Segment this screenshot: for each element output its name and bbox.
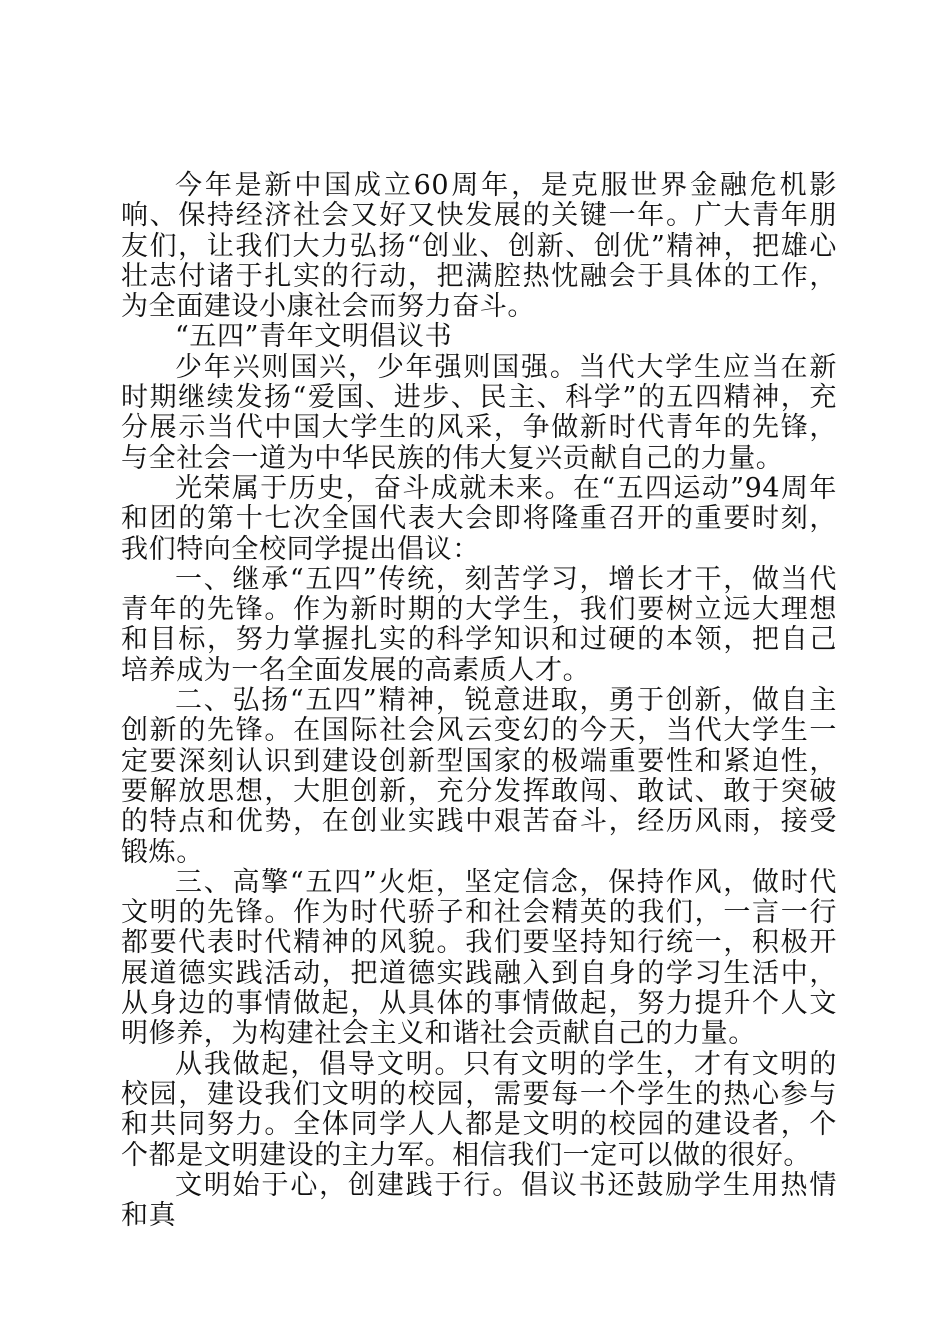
paragraph-point-two: 二、弘扬“五四”精神，锐意进取，勇于创新，做自主创新的先锋。在国际社会风云变幻的今天，当代大学生一定要深刻认识到建设创新型国家的极端重要性和紧迫性，要解放思想，大胆创新，充分发挥敢闯、敢试、敢于突破的特点和优势，在创业实践中艰苦奋斗，经历风雨，接受锻炼。: [121, 685, 837, 868]
paragraph-intro: 今年是新中国成立60周年，是克服世界金融危机影响、保持经济社会又好又快发展的关键一年。广大青年朋友们，让我们大力弘扬“创业、创新、创优”精神，把雄心壮志付诸于扎实的行动，把满腔热忱融会于具体的工作，为全面建设小康社会而努力奋斗。: [121, 170, 837, 323]
paragraph-point-three: 三、高擎“五四”火炬，坚定信念，保持作风，做时代文明的先锋。作为时代骄子和社会精英的我们，一言一行都要代表时代精神的风貌。我们要坚持知行统一，积极开展道德实践活动，把道德实践融入到自身的学习生活中，从身边的事情做起，从具体的事情做起，努力提升个人文明修养，为构建社会主义和谐社会贡献自己的力量。: [121, 866, 837, 1050]
document-body: [121, 171, 837, 1231]
paragraph-proposal: 光荣属于历史，奋斗成就未来。在“五四运动”94周年和团的第十七次全国代表大会即将隆重召开的重要时刻，我们特向全校同学提出倡议：: [121, 472, 837, 565]
document-title: “五四”青年文明倡议书: [175, 321, 453, 353]
paragraph-point-one: 一、继承“五四”传统，刻苦学习，增长才干，做当代青年的先锋。作为新时期的大学生，我们要树立远大理想和目标，努力掌握扎实的科学知识和过硬的本领，把自己培养成为一名全面发展的高素质人才。: [121, 563, 837, 686]
paragraph-closing: 文明始于心，创建践于行。倡议书还鼓励学生用热情和真: [121, 1169, 837, 1232]
paragraph-civility: 从我做起，倡导文明。只有文明的学生，才有文明的校园，建设我们文明的校园，需要每一个学生的热心参与和共同努力。全体同学人人都是文明的校园的建设者，个个都是文明建设的主力军。相信我们一定可以做的很好。: [121, 1048, 837, 1171]
paragraph-youth: 少年兴则国兴，少年强则国强。当代大学生应当在新时期继续发扬“爱国、进步、民主、科学”的五四精神，充分展示当代中国大学生的风采，争做新时代青年的先锋，与全社会一道为中华民族的伟大复兴贡献自己的力量。: [121, 351, 837, 474]
